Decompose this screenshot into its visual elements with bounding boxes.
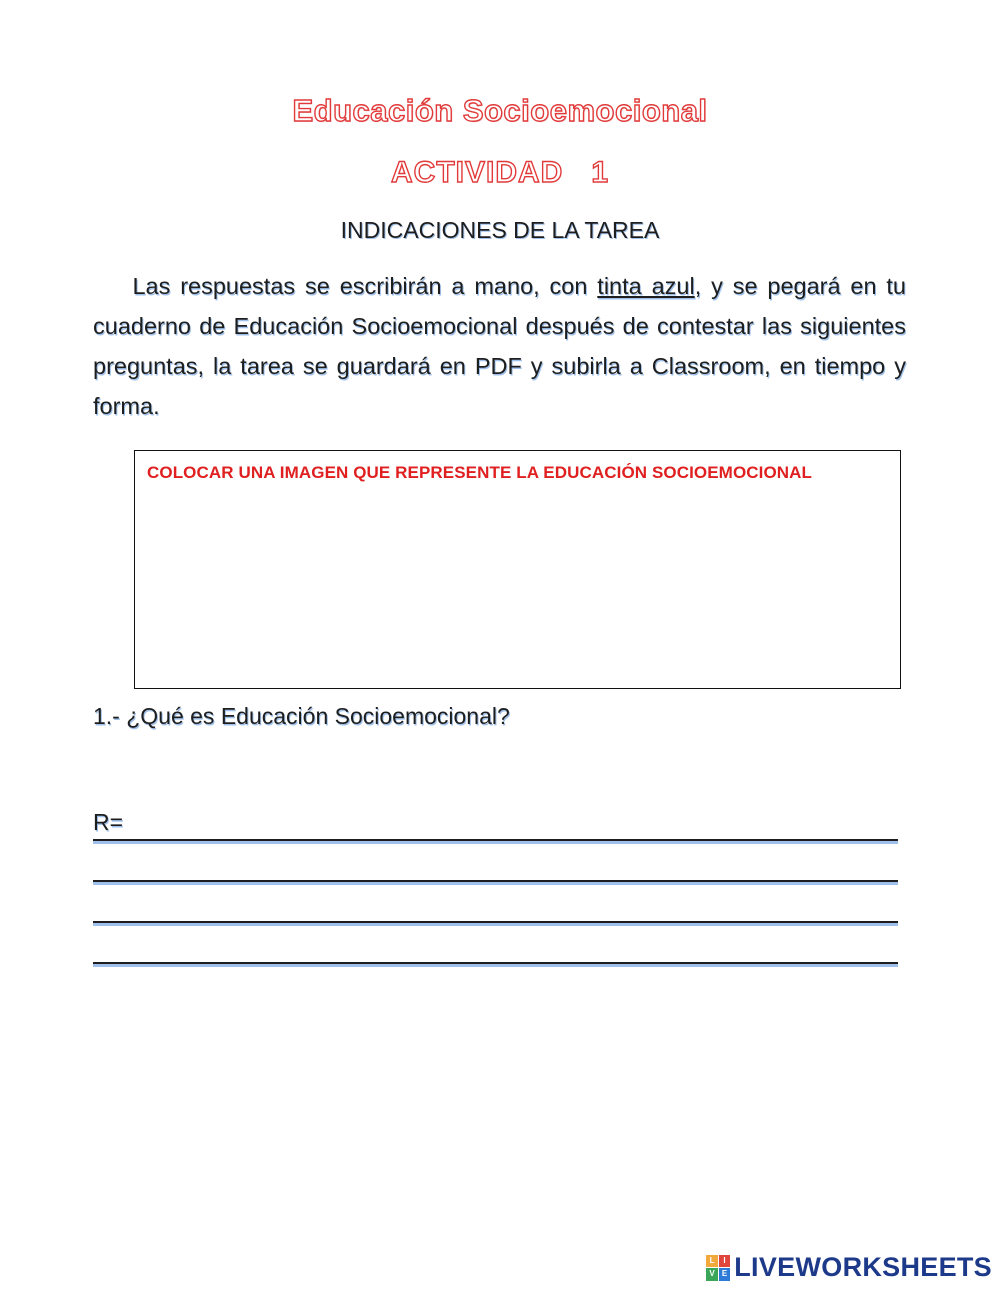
answer-line-3[interactable] <box>93 893 898 923</box>
logo-letter: E <box>719 1268 731 1281</box>
image-placeholder-label: COLOCAR UNA IMAGEN QUE REPRESENTE LA EDUCACIÓN SOCIOEMOCIONAL <box>147 463 813 482</box>
logo-letter: L <box>706 1255 718 1268</box>
logo-letter: V <box>706 1268 718 1281</box>
logo-letter: I <box>719 1255 731 1268</box>
liveworksheets-logo-icon <box>706 1255 730 1281</box>
activity-heading: ACTIVIDAD 1 <box>390 156 610 189</box>
question-1: 1.- ¿Qué es Educación Socioemocional? <box>93 703 510 729</box>
answer-line-2[interactable] <box>93 852 898 882</box>
worksheet-title: Educación Socioemocional <box>292 93 708 128</box>
answer-prefix: R= <box>93 809 124 835</box>
answer-line-4[interactable] <box>93 934 898 964</box>
instructions-text-part2: , y se pegará en tu cuaderno de Educación Socioemocional después de contestar las siguientes preguntas, la tarea se guardará en PDF y subirla a Classroom, en tiempo y forma. <box>93 273 907 419</box>
answer-line-1[interactable] <box>93 811 898 841</box>
brand-name: LIVEWORKSHEETS <box>734 1252 992 1282</box>
instructions-underlined-text: tinta azul <box>597 273 695 299</box>
image-placeholder-box[interactable] <box>134 450 901 689</box>
instructions-text-part1: Las respuestas se escribirán a mano, con <box>132 273 598 299</box>
liveworksheets-brand <box>706 1252 992 1283</box>
instructions-heading: INDICACIONES DE LA TAREA <box>340 217 660 243</box>
instructions-paragraph <box>93 266 906 426</box>
